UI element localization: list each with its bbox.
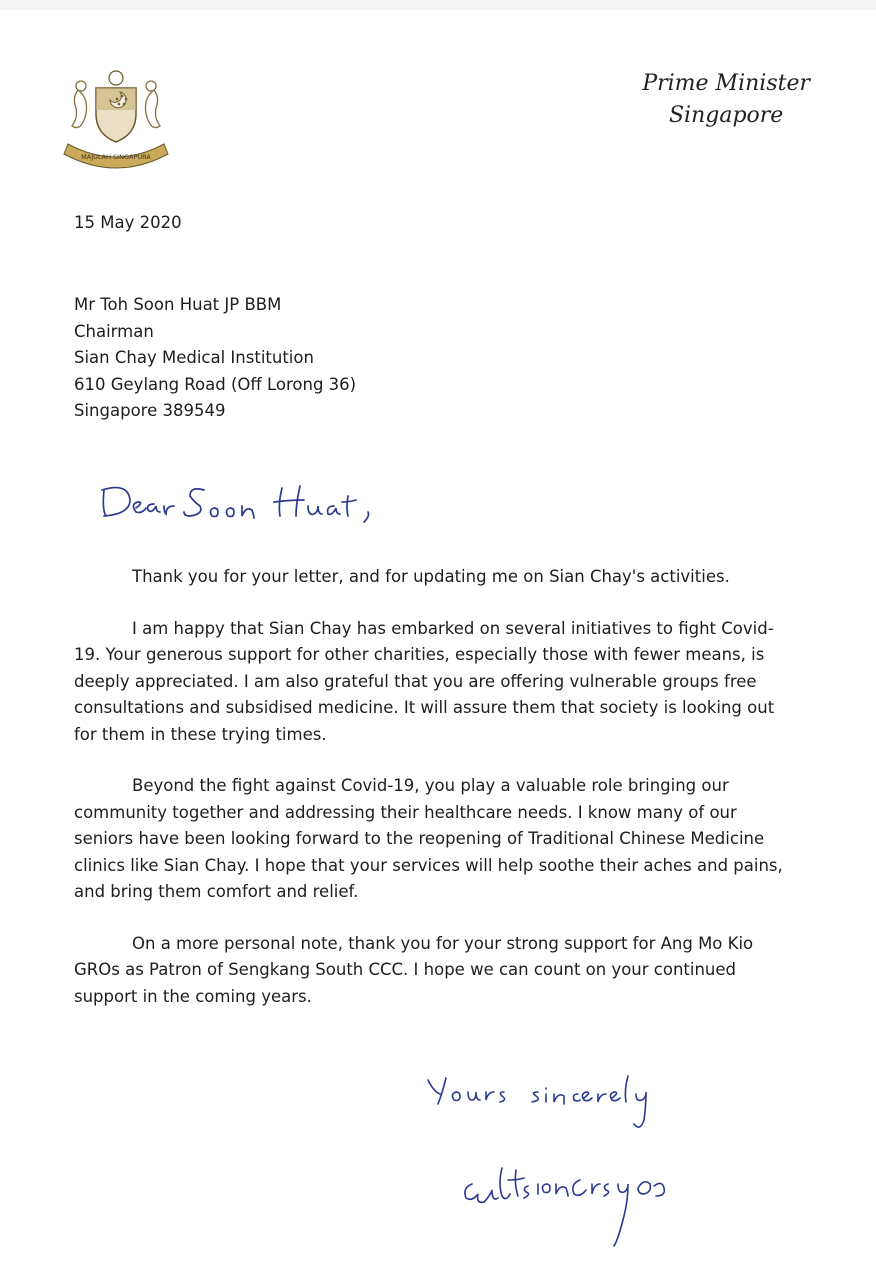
handwritten-salutation	[96, 468, 396, 538]
letterhead-title	[642, 68, 810, 132]
body-paragraph: I am happy that Sian Chay has embarked on several initiatives to fight Covid-19. Your generous support for other charities, especially those with fewer means, is deeply appreciated. I am also grateful that you are offering vulnerable groups free consultations and subsidised medicine. It will assure them that society is looking out for them in these trying times.	[74, 618, 775, 744]
body-paragraph: On a more personal note, thank you for your strong support for Ang Mo Kio GROs as Patron of Sengkang South CCC. I hope we can count on your continued support in the coming years.	[74, 933, 754, 1006]
letterhead-line-country: Singapore	[668, 103, 784, 128]
letter-page	[0, 10, 876, 1286]
handwritten-closing	[420, 1070, 680, 1150]
address-line: 610 Geylang Road (Off Lorong 36)	[74, 374, 357, 394]
address-line: Sian Chay Medical Institution	[74, 348, 314, 367]
address-line: Chairman	[74, 321, 154, 341]
address-line: Singapore 389549	[74, 401, 226, 420]
body-paragraph: Thank you for your letter, and for updating me on Sian Chay's activities.	[132, 567, 730, 586]
recipient-address	[74, 292, 356, 425]
letter-body	[74, 564, 794, 1035]
handwritten-signature	[458, 1148, 698, 1258]
body-paragraph: Beyond the fight against Covid-19, you play a valuable role bringing our community together and addressing their healthcare needs. I know many of our seniors have been looking forward to the reopening of Traditional Chinese Medicine clinics like Sian Chay. I hope that your services will help soothe their aches and pains, and bring them comfort and relief.	[74, 776, 783, 901]
letter-date: 15 May 2020	[74, 213, 182, 232]
svg-text:MAJULAH SINGAPURA: MAJULAH SINGAPURA	[81, 153, 151, 161]
address-line: Mr Toh Soon Huat JP BBM	[74, 295, 282, 314]
coat-of-arms-icon	[60, 60, 172, 172]
letterhead-line-office: Prime Minister	[642, 71, 810, 96]
